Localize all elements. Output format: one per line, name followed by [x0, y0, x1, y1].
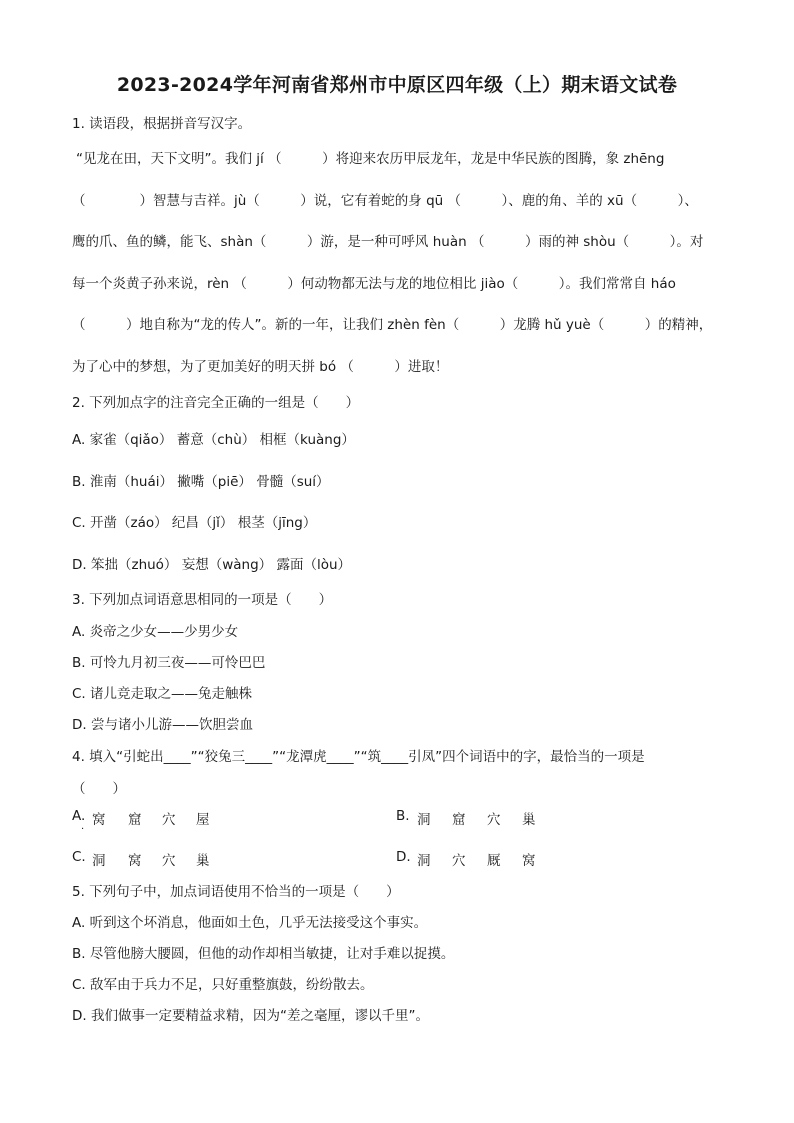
q4-option-c-char: 洞 [92, 853, 106, 869]
q4-option-d-char: 窝 [522, 853, 536, 869]
q3-option-d: D. 尝与诸小儿游——饮胆尝血 [72, 717, 253, 733]
q2-option-a: A. 家雀（qiǎo） 蓄意（chù） 相框（kuàng） [72, 432, 355, 448]
q4-option-d-char: 洞 [417, 853, 431, 869]
q5-option-c: C. 敌军由于兵力不足，只好重整旗鼓，纷纷散去。 [72, 977, 374, 993]
q1-passage-line: （ ）智慧与吉祥。jù（ ）说，它有着蛇的身 qū （ ）、鹿的角、羊的 xū（ ）、 [72, 193, 698, 209]
q4-stem: 4. 填入“引蛇出____”“狡兔三____”“龙潭虎____”“筑____引凤”四个词语中的字，最恰当的一项是 [72, 749, 645, 765]
q3-option-c: C. 诸儿竞走取之——兔走触株 [72, 686, 253, 702]
q3-option-b: B. 可怜九月初三夜——可怜巴巴 [72, 655, 266, 671]
q5-option-b: B. 尽管他膀大腰圆，但他的动作却相当敏捷，让对手难以捉摸。 [72, 946, 455, 962]
q4-option-d-label: D. [396, 849, 411, 865]
q4-option-a-char: 屋 [196, 812, 210, 828]
q1-passage-line: （ ）地自称为“龙的传人”。新的一年，让我们 zhèn fèn（ ）龙腾 hǔ yuè（ ）的精神， [72, 317, 713, 333]
exam-title: 2023-2024学年河南省郑州市中原区四年级（上）期末语文试卷 [116, 74, 678, 96]
dot-mark: . [81, 821, 85, 832]
q1-passage-line: 为了心中的梦想，为了更加美好的明天拼 bó （ ）进取！ [72, 359, 449, 375]
q4-option-a-char: 窝 [92, 812, 106, 828]
q1-passage-line: 每一个炎黄子孙来说，rèn （ ）何动物都无法与龙的地位相比 jiào（ ）。我们常常自 háo [72, 276, 676, 292]
q3-option-a: A. 炎帝之少女——少男少女 [72, 624, 239, 640]
q4-option-b-label: B. [396, 808, 410, 824]
q2-option-c: C. 开凿（záo） 纪昌（jǐ） 根茎（jīng） [72, 515, 317, 531]
q2-stem: 2. 下列加点字的注音完全正确的一组是（ ） [72, 395, 360, 411]
q4-option-a-char: 窟 [128, 812, 142, 828]
q4-option-a-label: A. [72, 808, 86, 824]
q4-stem-blank: （ ） [72, 781, 126, 797]
q4-option-c-label: C. [72, 849, 86, 865]
q1-stem: 1. 读语段，根据拼音写汉字。 [72, 116, 252, 132]
q2-option-d: D. 笨拙（zhuó） 妄想（wàng） 露面（lòu） [72, 557, 352, 573]
q4-option-c-char: 穴 [162, 853, 176, 869]
q4-option-c-char: 巢 [196, 853, 210, 869]
q4-option-a-char: 穴 [162, 812, 176, 828]
q4-option-b-char: 洞 [417, 812, 431, 828]
q5-option-a: A. 听到这个坏消息，他面如土色，几乎无法接受这个事实。 [72, 915, 428, 931]
q4-option-b-char: 穴 [487, 812, 501, 828]
q1-passage-line: 鹰的爪、鱼的鳞，能飞、shàn（ ）游，是一种可呼风 huàn （ ）雨的神 shòu（ ）。对 [72, 234, 704, 250]
q5-stem: 5. 下列句子中，加点词语使用不恰当的一项是（ ） [72, 884, 400, 900]
q4-option-b-char: 巢 [522, 812, 536, 828]
q2-option-b: B. 淮南（huái） 撇嘴（piē） 骨髓（suí） [72, 474, 330, 490]
q4-option-b-char: 窟 [452, 812, 466, 828]
q3-stem: 3. 下列加点词语意思相同的一项是（ ） [72, 592, 333, 608]
q4-option-c-char: 窝 [128, 853, 142, 869]
q4-option-d-char: 穴 [452, 853, 466, 869]
q4-option-d-char: 厩 [487, 853, 501, 869]
q1-passage-line: “见龙在田，天下文明”。我们 jí （ ）将迎来农历甲辰龙年，龙是中华民族的图腾，象 zhēng [76, 151, 665, 167]
q5-option-d: D. 我们做事一定要精益求精，因为“差之毫厘，谬以千里”。 [72, 1008, 429, 1024]
